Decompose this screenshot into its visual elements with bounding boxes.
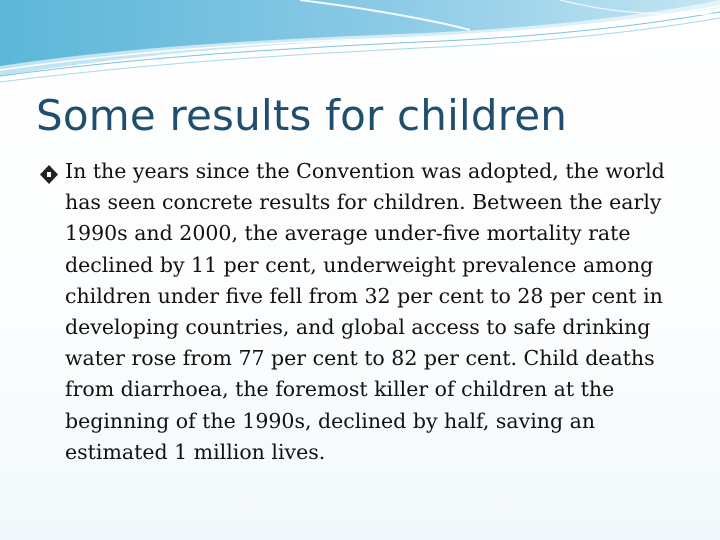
slide-title: Some results for children <box>36 91 568 140</box>
bullet-text: In the years since the Convention was adopted, the world has seen concrete results for children. Between the early 1990s and 2000, the average under-five mortality rate declined by 11 per cent, underweight prevalence among children under five fell from 32 per cent to 28 per cent in developing countries, and global access to safe drinking water rose from 77 per cent to 82 per cent. Child deaths from diarrhoea, the foremost killer of children at the beginning of the 1990s, declined by half, saving an estimated 1 million lives. <box>65 159 665 464</box>
bullet-item <box>40 156 690 468</box>
placeholder-glyph-icon <box>40 165 58 184</box>
header-wave-decoration <box>0 0 720 90</box>
bullet-list <box>40 156 690 468</box>
